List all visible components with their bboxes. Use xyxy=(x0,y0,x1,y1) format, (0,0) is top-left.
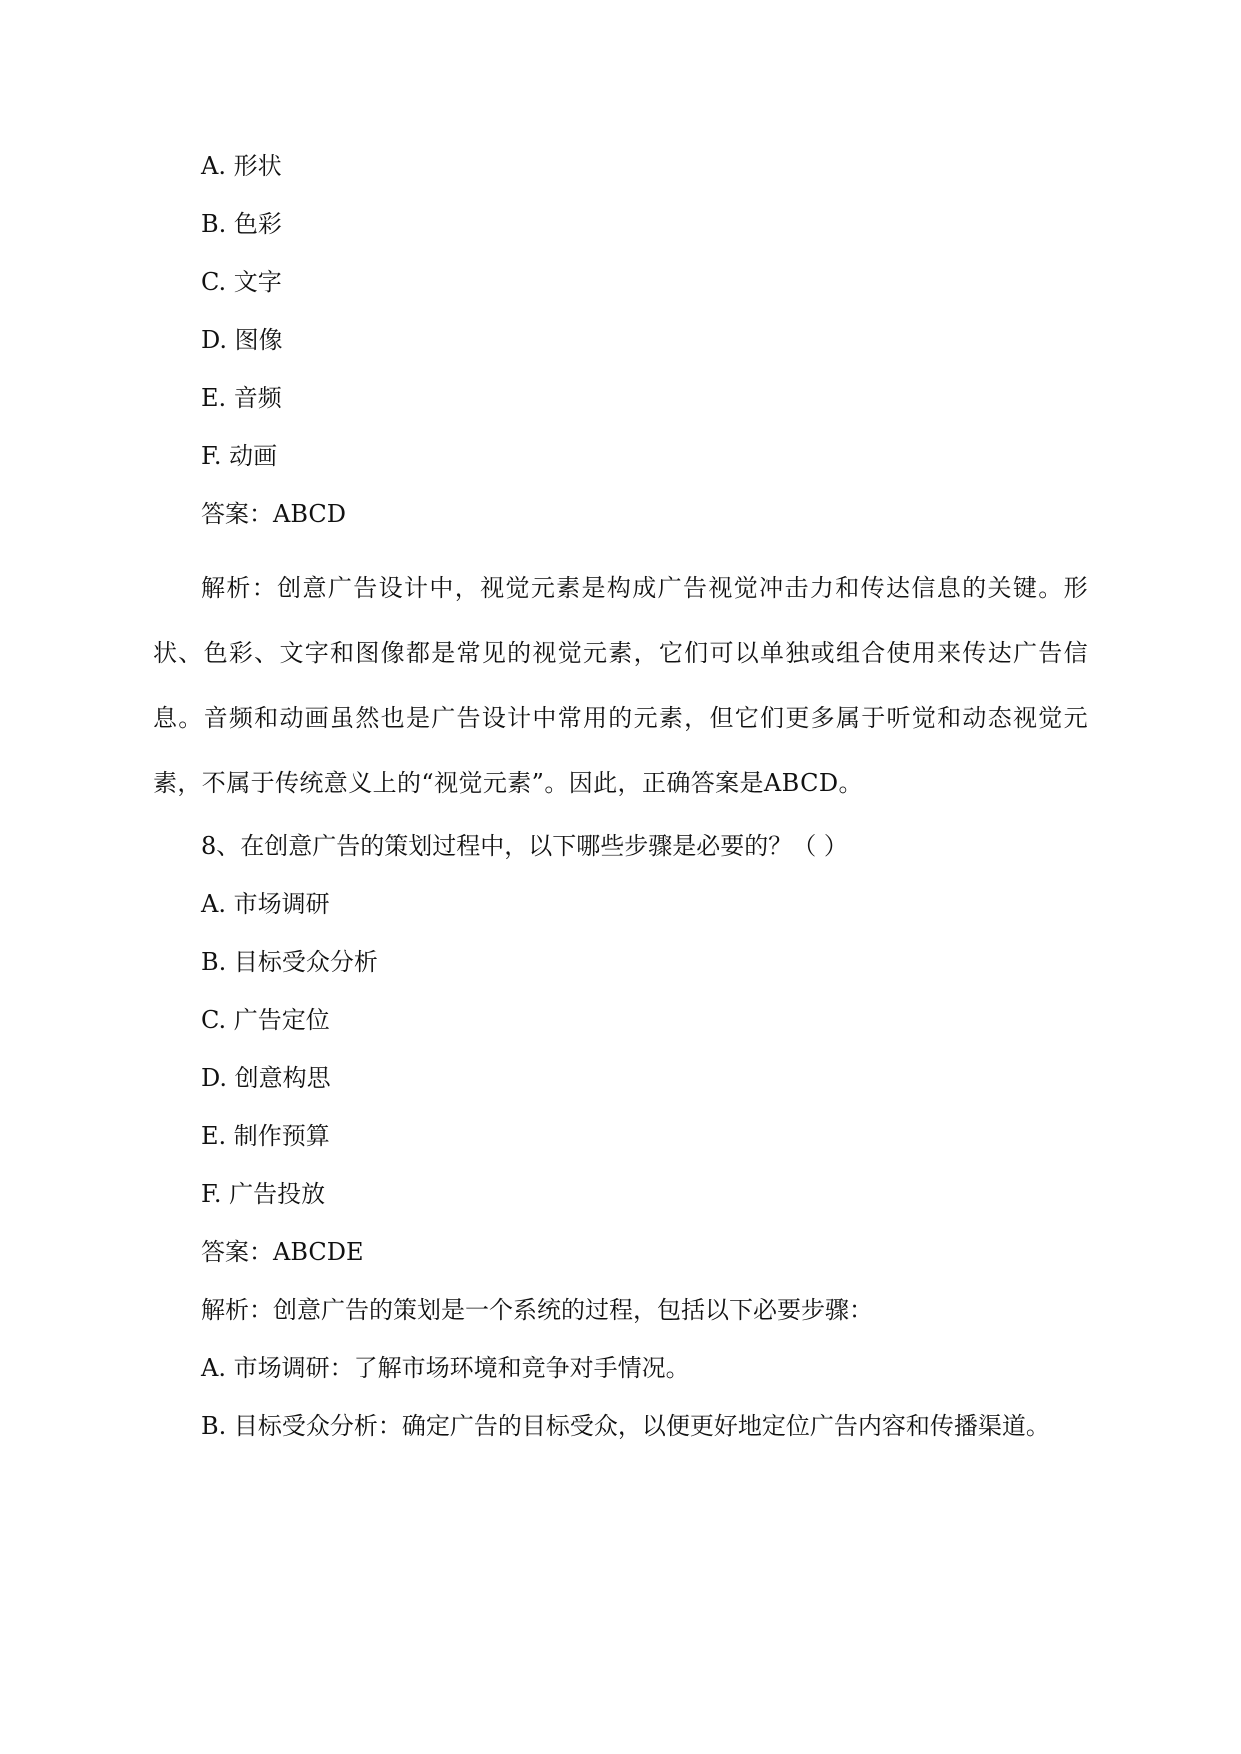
q8-step-b: B. 目标受众分析：确定广告的目标受众，以便更好地定位广告内容和传播渠道。 xyxy=(201,1412,1050,1440)
q7-answer: 答案：ABCD xyxy=(201,500,347,528)
q8-explanation-intro: 解析：创意广告的策划是一个系统的过程，包括以下必要步骤： xyxy=(201,1296,873,1324)
q7-option-d: D. 图像 xyxy=(201,326,283,354)
q7-option-a: A. 形状 xyxy=(201,152,282,180)
q8-option-a: A. 市场调研 xyxy=(201,890,330,918)
q7-option-c: C. 文字 xyxy=(201,268,282,296)
q8-option-c: C. 广告定位 xyxy=(201,1006,330,1034)
q8-question: 8、在创意广告的策划过程中，以下哪些步骤是必要的？（ ） xyxy=(201,832,848,860)
q8-option-d: D. 创意构思 xyxy=(201,1064,331,1092)
q8-answer: 答案：ABCDE xyxy=(201,1238,364,1266)
q8-option-f: F. 广告投放 xyxy=(201,1180,326,1208)
q8-step-a: A. 市场调研：了解市场环境和竞争对手情况。 xyxy=(201,1354,690,1382)
q7-option-f: F. 动画 xyxy=(201,442,278,470)
q7-explanation: 解析：创意广告设计中，视觉元素是构成广告视觉冲击力和传达信息的关键。形状、色彩、文字和图像都是常见的视觉元素，它们可以单独或组合使用来传达广告信息。音频和动画虽然也是广告设计中常用的元素，但它们更多属于听觉和动态视觉元素，不属于传统意义上的“视觉元素”。因此，正确答案是ABCD。 xyxy=(153,574,1088,797)
q8-option-b: B. 目标受众分析 xyxy=(201,948,378,976)
q7-option-b: B. 色彩 xyxy=(201,210,282,238)
q8-option-e: E. 制作预算 xyxy=(201,1122,330,1150)
q7-option-e: E. 音频 xyxy=(201,384,282,412)
